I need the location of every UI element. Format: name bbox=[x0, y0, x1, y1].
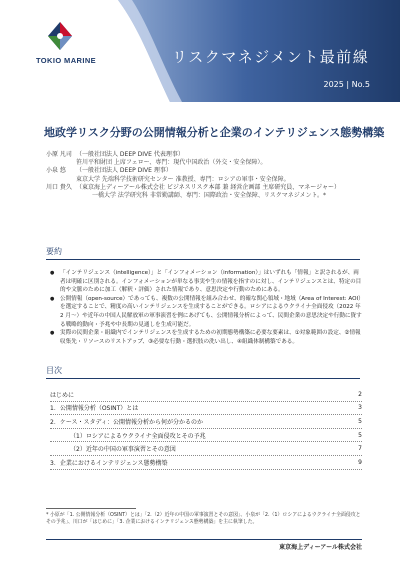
author-row bbox=[46, 151, 376, 159]
toc-entry-page: 5 bbox=[358, 417, 362, 425]
summary-item bbox=[50, 329, 362, 346]
toc-entry-page: 5 bbox=[358, 431, 362, 439]
toc-entry[interactable] bbox=[50, 429, 362, 443]
document-title: 地政学リスク分野の公開情報分析と企業のインテリジェンス態勢構築 bbox=[44, 126, 385, 139]
author-detail: 一橋大学 法学研究科 非常勤講師、専門：国際政治・安全保障、リスクマネジメント。* bbox=[92, 192, 326, 200]
footer-company-name: 東京海上ディーアール株式会社 bbox=[279, 544, 362, 551]
toc-heading: 目次 bbox=[46, 366, 62, 375]
author-name: 小原 凡司 bbox=[46, 151, 72, 158]
summary-text: 「インテリジェンス（intelligence）」と「インフォメーション（information）」はいずれも「情報」と訳されるが、両者は明確に区別される。インフォメーションが単なる事実や生の情報を指すのに対し、インテリジェンスとは、特定の目的や文脈のために加工（解釈・評価）された情報であり、意思決定や行動のためにある。 bbox=[60, 270, 362, 294]
toc-entry-label: はじめに bbox=[50, 391, 75, 399]
summary-item bbox=[50, 269, 362, 295]
author-row bbox=[46, 184, 376, 192]
toc-entry-label: （2）近年の中国の軍事演習とその意図 bbox=[70, 446, 176, 454]
tokio-marine-logo-icon bbox=[44, 20, 76, 52]
logo-wordmark: TOKIO MARINE bbox=[35, 56, 97, 65]
author-detail: 東京大学 先端科学技術研究センター 准教授、専門：ロシアの軍事・安全保障。 bbox=[76, 175, 290, 183]
bullet-icon: ● bbox=[50, 270, 55, 276]
toc-divider bbox=[46, 378, 360, 379]
toc-entry[interactable] bbox=[50, 402, 362, 416]
author-affiliation: （東京海上ディーアール株式会社 ビジネスリスク本部 兼 経営企画部 主席研究員、マネージャー） bbox=[76, 183, 341, 191]
header-banner bbox=[0, 0, 400, 102]
toc-entry[interactable] bbox=[50, 415, 362, 429]
table-of-contents bbox=[50, 388, 362, 470]
bullet-icon: ● bbox=[50, 330, 55, 337]
summary-divider bbox=[46, 259, 360, 260]
series-title: リスクマネジメント最前線 bbox=[172, 48, 370, 66]
toc-entry-page: 3 bbox=[358, 404, 362, 412]
author-list bbox=[46, 151, 376, 200]
toc-entry-label: 3．企業におけるインテリジェンス態勢構築 bbox=[50, 459, 168, 467]
issue-number: 2025 | No.5 bbox=[323, 80, 370, 89]
summary-text: 公開情報（open-source）であっても、複数の公開情報を組み合わせ、的確な関心領域・地域（Area of Interest: AOI）を選定することで、精度の高いインテリジェンスを生成することができる。ロシアによるウクライナ全面侵攻（2022 年 2 月〜）や近年の中国人民解放軍の軍事演習を例にあげても、公開情報分析によって、民間企業の意思決定や行動に資する戦略的動向・予兆や中長期の見通しを生成可能だ。 bbox=[60, 295, 362, 328]
footer-divider bbox=[46, 539, 362, 540]
toc-entry-label: 2．ケース・スタディ：公開情報分析から何が分かるのか bbox=[50, 418, 204, 426]
author-name: 小泉 悠 bbox=[46, 167, 66, 175]
author-row bbox=[46, 167, 376, 175]
author-affiliation: （一般社団法人 DEEP DIVE 理事） bbox=[76, 167, 172, 175]
summary-list bbox=[50, 269, 362, 346]
bullet-icon: ● bbox=[50, 295, 55, 302]
summary-item bbox=[50, 295, 362, 329]
summary-text: 実際の民間企業・組織内でインテリジェンスを生成するための初期態勢構築に必要な要素は、①対象範囲の設定、②情報収集先・リソースのリストアップ、③必要な行動・選択肢の洗い出し、④組織体制構築である。 bbox=[60, 330, 361, 345]
toc-entry-page: 2 bbox=[358, 390, 362, 398]
footnote: * 小原が「1. 公開情報分析（OSINT）とは」「2.（2）近年の中国の軍事演習とその意図」、小泉が「2.（1）ロシアによるウクライナ全面侵攻とその予兆」、川口が「はじめに」「3. 企業におけるインテリジェンス態勢構築」を主に執筆した。 bbox=[46, 512, 361, 526]
toc-entry-label: （1）ロシアによるウクライナ全面侵攻とその予兆 bbox=[70, 432, 206, 440]
author-affiliation: （一般社団法人 DEEP DIVE 代表理事） bbox=[76, 151, 184, 158]
summary-heading: 要約 bbox=[46, 247, 62, 256]
toc-entry[interactable] bbox=[50, 442, 362, 456]
author-name: 川口 貴久 bbox=[46, 183, 72, 191]
toc-entry[interactable] bbox=[50, 388, 362, 402]
toc-entry-page: 9 bbox=[358, 458, 362, 466]
author-detail: 笹川平和財団 上席フェロー、専門：現代中国政治（外交・安全保障）。 bbox=[76, 159, 267, 167]
toc-entry-page: 7 bbox=[358, 445, 362, 453]
toc-entry-label: 1．公開情報分析（OSINT）とは bbox=[50, 405, 139, 413]
footnote-divider bbox=[46, 508, 136, 509]
toc-entry[interactable] bbox=[50, 456, 362, 470]
